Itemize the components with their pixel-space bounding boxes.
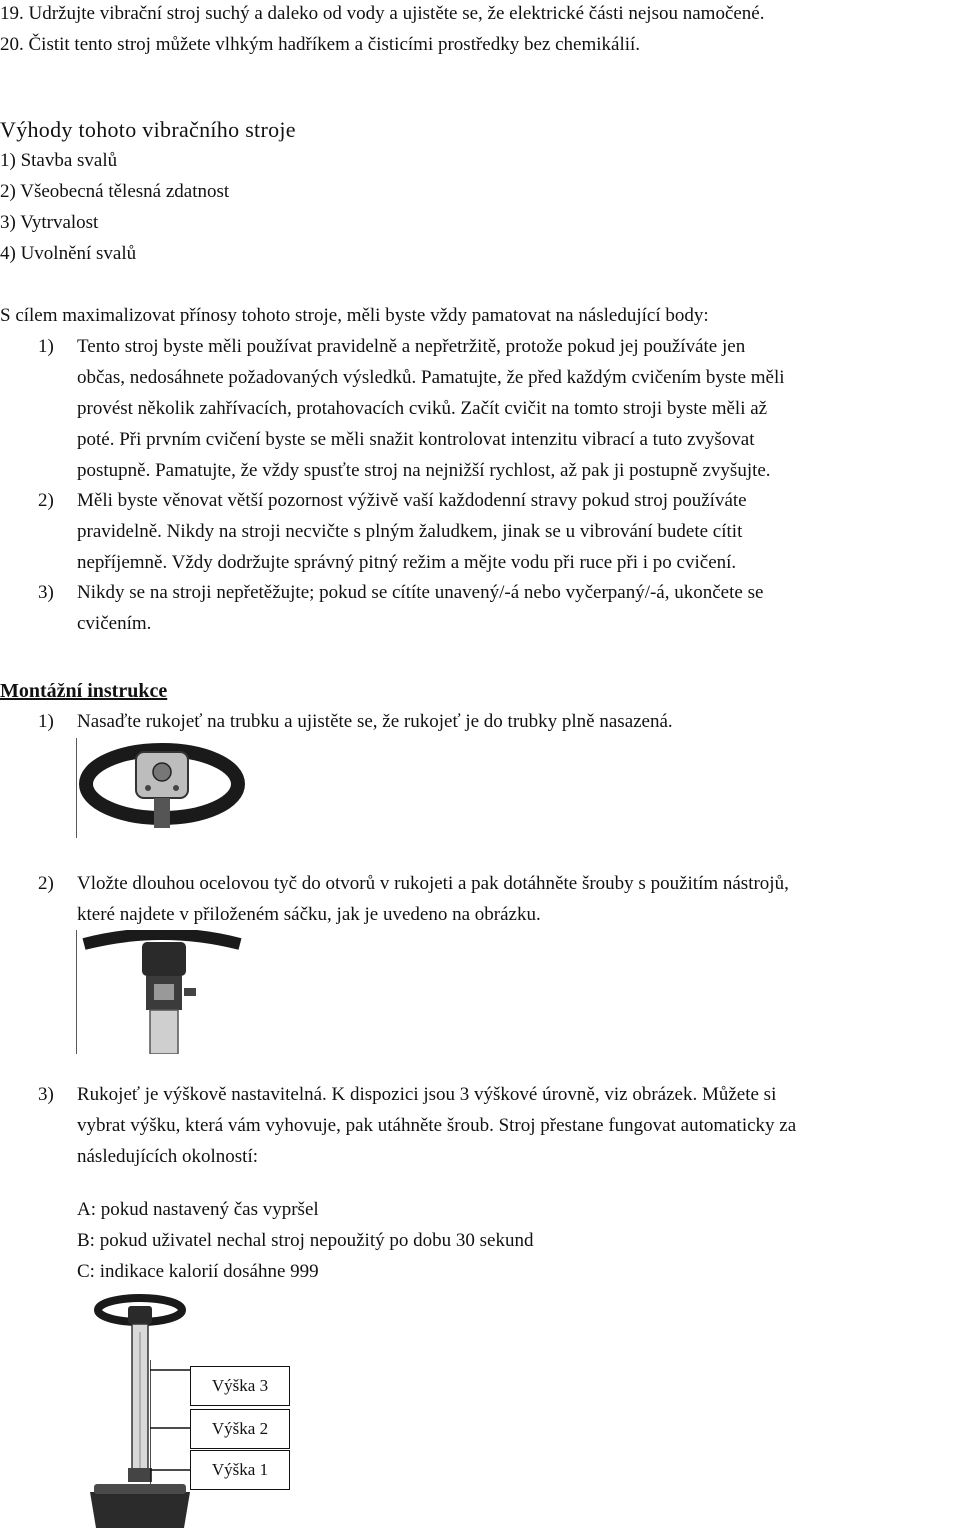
advantage-item: 3) Vytrvalost [0,212,99,233]
height-guide-lines [150,1360,192,1500]
benefit-line: Měli byste věnovat větší pozornost výživě vaší každodenní stravy pokud stroj používáte [77,490,747,511]
benefit-line: poté. Při prvním cvičení byste se měli snažit kontrolovat intenzitu vibrací a tuto zvyšovat [77,429,755,450]
step-line: vybrat výšku, která vám vyhovuje, pak utáhněte šroub. Stroj přestane fungovat automaticky za [77,1115,797,1136]
benefit-line: postupně. Pamatujte, že vždy spusťte stroj na nejnižší rychlost, až pak ji postupně zvyšujte. [77,460,771,481]
height-label-3: Výška 3 [190,1366,290,1406]
benefit-line: pravidelně. Nikdy na stroji necvičte s plným žaludkem, jinak se u vibrování budete cítit [77,521,743,542]
tube-figure [76,930,246,1054]
care-item-20: 20. Čistit tento stroj můžete vlhkým hadříkem a čisticími prostředky bez chemikálií. [0,34,641,55]
benefit-number: 3) [38,582,54,603]
benefit-line: Nikdy se na stroji nepřetěžujte; pokud se cítíte unavený/-á nebo vyčerpaný/-á, ukončete se [77,582,764,603]
advantage-item: 4) Uvolnění svalů [0,243,137,264]
benefit-line: Tento stroj byste měli používat pravidelně a nepřetržitě, protože pokud jej používáte jen [77,336,746,357]
step-line: Vložte dlouhou ocelovou tyč do otvorů v rukojeti a pak dotáhněte šrouby s použitím nástrojů, [77,873,789,894]
care-item-19: 19. Udržujte vibrační stroj suchý a daleko od vody a ujistěte se, že elektrické části nejsou namočené. [0,3,765,24]
handle-figure [76,738,246,838]
benefits-intro: S cílem maximalizovat přínosy tohoto stroje, měli byste vždy pamatovat na následující body: [0,305,709,326]
benefit-line: provést několik zahřívacích, protahovacích cviků. Začít cvičit na tomto stroji byste měli až [77,398,768,419]
benefit-number: 2) [38,490,54,511]
step-number: 2) [38,873,54,894]
assembly-title: Montážní instrukce [0,680,168,702]
benefit-line: občas, nedosáhnete požadovaných výsledků. Pamatujte, že před každým cvičením byste měli [77,367,785,388]
step-number: 1) [38,711,54,732]
stop-condition: B: pokud uživatel nechal stroj nepoužitý po dobu 30 sekund [77,1230,534,1251]
step-line: které najdete v přiloženém sáčku, jak je uvedeno na obrázku. [77,904,541,925]
step-line: Nasaďte rukojeť na trubku a ujistěte se, že rukojeť je do trubky plně nasazená. [77,711,673,732]
step-line: následujících okolností: [77,1146,259,1167]
benefit-line: nepříjemně. Vždy dodržujte správný pitný režim a mějte vodu při ruce při i po cvičení. [77,552,737,573]
benefit-number: 1) [38,336,54,357]
step-line: Rukojeť je výškově nastavitelná. K dispozici jsou 3 výškové úrovně, viz obrázek. Můžete si [77,1084,777,1105]
stop-condition: C: indikace kalorií dosáhne 999 [77,1261,319,1282]
benefit-line: cvičením. [77,613,152,634]
step-number: 3) [38,1084,54,1105]
stop-condition: A: pokud nastavený čas vypršel [77,1199,319,1220]
advantages-title: Výhody tohoto vibračního stroje [0,117,296,142]
advantage-item: 2) Všeobecná tělesná zdatnost [0,181,230,202]
height-label-2: Výška 2 [190,1409,290,1449]
height-label-1: Výška 1 [190,1450,290,1490]
advantage-item: 1) Stavba svalů [0,150,118,171]
